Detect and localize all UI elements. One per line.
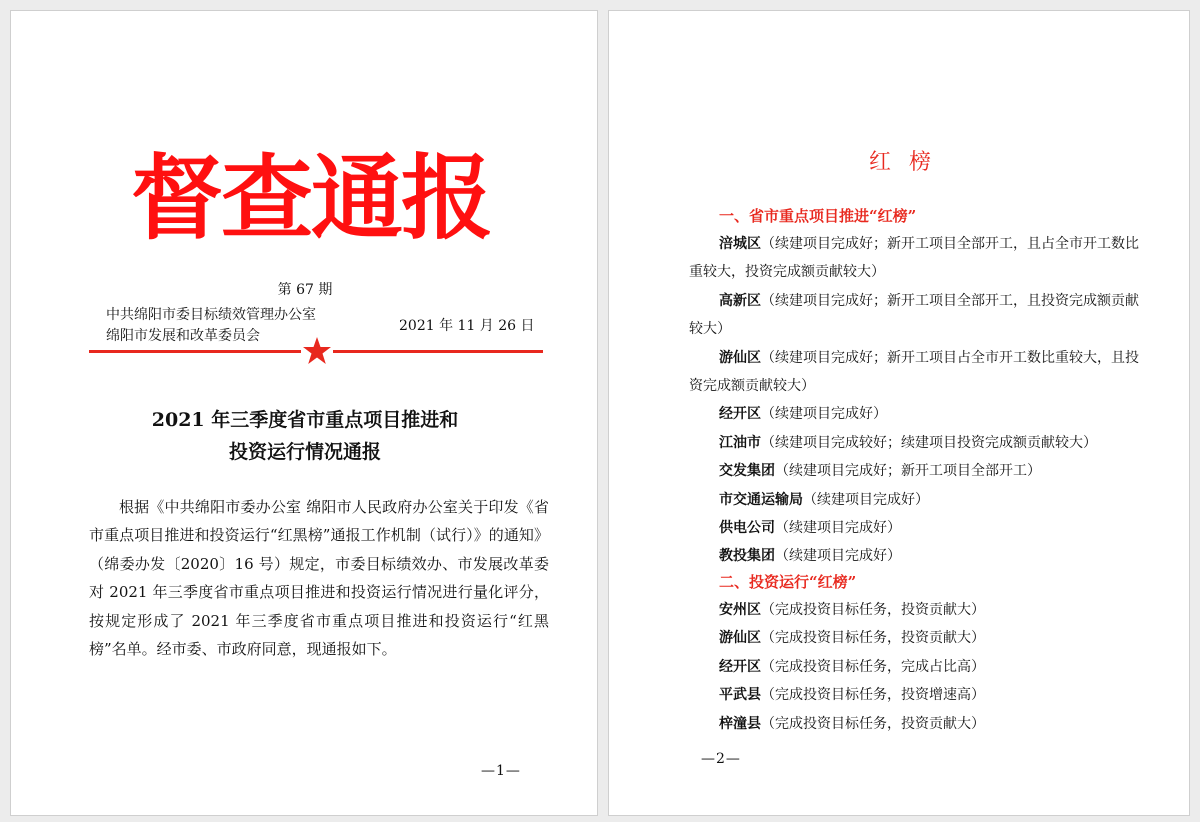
- entity-name: 游仙区: [719, 349, 761, 366]
- list-item: [689, 514, 1139, 542]
- red-divider-left: [89, 350, 301, 353]
- list-item: [689, 287, 1139, 344]
- document-title: [11, 404, 599, 468]
- entity-name: 江油市: [719, 434, 761, 451]
- entity-name: 供电公司: [719, 520, 775, 537]
- body-paragraph: 根据《中共绵阳市委办公室 绵阳市人民政府办公室关于印发《省市重点项目推进和投资运行“红黑榜”通报工作机制（试行）》的通知》（绵委办发〔2020〕16 号）规定，市委目标绩效办、市发展改革委对 2021 年三季度省市重点项目推进和投资运行情况进行量化评分，按规定形成了 2021 年三季度省市重点项目推进和投资运行“红黑榜”名单。经市委、市政府同意，现通报如下。: [89, 498, 549, 659]
- entity-name: 安州区: [719, 602, 761, 618]
- red-star-icon: [301, 335, 333, 367]
- document-page-2: [608, 10, 1190, 816]
- entity-reason: （续建项目完成好）: [775, 548, 901, 565]
- entity-name: 高新区: [719, 292, 761, 309]
- list-item: [689, 344, 1139, 401]
- list-item: [689, 710, 1139, 738]
- entity-name: 平武县: [719, 687, 761, 704]
- list-item: [689, 429, 1139, 457]
- entity-reason: （完成投资目标任务，投资贡献大）: [761, 715, 985, 732]
- entity-name: 教投集团: [719, 548, 775, 565]
- entity-reason: （完成投资目标任务，投资贡献大）: [761, 602, 985, 618]
- page-heading: 红榜: [868, 150, 949, 175]
- entity-name: 市交通运输局: [719, 491, 803, 508]
- document-page-1: [10, 10, 598, 816]
- entity-reason: （完成投资目标任务，完成占比高）: [761, 658, 985, 675]
- page-number: —1—: [481, 763, 521, 779]
- issue-number: 第 67 期: [277, 282, 333, 298]
- section-2-list: [689, 596, 1139, 738]
- section-heading: 一、省市重点项目推进“红榜”: [719, 207, 917, 225]
- entity-reason: （续建项目完成较好；续建项目投资完成额贡献较大）: [761, 434, 1097, 451]
- list-item: [689, 681, 1139, 709]
- list-item: [689, 596, 1139, 624]
- publication-date: 2021 年 11 月 26 日: [399, 318, 535, 334]
- entity-name: 经开区: [719, 406, 761, 423]
- title-line: 投资运行情况通报: [228, 441, 381, 463]
- entity-reason: （续建项目完成好）: [761, 406, 887, 423]
- issuer-line: 中共绵阳市委目标绩效管理办公室: [106, 307, 316, 323]
- list-item: [689, 400, 1139, 428]
- red-divider-right: [333, 350, 543, 353]
- list-item: [689, 486, 1139, 514]
- entity-name: 梓潼县: [719, 715, 761, 732]
- section-heading: 二、投资运行“红榜”: [719, 573, 857, 591]
- issuing-organizations: [106, 305, 316, 347]
- entity-reason: （续建项目完成好）: [775, 520, 901, 537]
- title-line: 2021 年三季度省市重点项目推进和: [151, 409, 459, 431]
- section-1-list: [689, 230, 1139, 571]
- list-item: [689, 624, 1139, 652]
- list-item: [689, 653, 1139, 681]
- entity-name: 涪城区: [719, 236, 761, 252]
- entity-reason: （续建项目完成好）: [803, 491, 929, 508]
- list-item: [689, 230, 1139, 287]
- entity-reason: （完成投资目标任务，投资增速高）: [761, 687, 985, 704]
- entity-reason: （续建项目完成好；新开工项目占全市开工数比重较大，且投资完成额贡献较大）: [689, 349, 1139, 395]
- entity-reason: （完成投资目标任务，投资贡献大）: [761, 630, 985, 647]
- entity-reason: （续建项目完成好；新开工项目全部开工）: [775, 463, 1041, 480]
- entity-name: 交发集团: [719, 463, 775, 480]
- entity-reason: （续建项目完成好；新开工项目全部开工，且占全市开工数比重较大，投资完成额贡献较大）: [689, 236, 1139, 281]
- list-item: [689, 457, 1139, 485]
- entity-name: 经开区: [719, 658, 761, 675]
- entity-name: 游仙区: [719, 630, 761, 647]
- list-item: [689, 542, 1139, 570]
- masthead-title: 督查通报: [130, 145, 491, 252]
- page-number: —2—: [701, 751, 741, 767]
- entity-reason: （续建项目完成好；新开工项目全部开工，且投资完成额贡献较大）: [689, 292, 1139, 338]
- issuer-line: 绵阳市发展和改革委员会: [106, 328, 260, 344]
